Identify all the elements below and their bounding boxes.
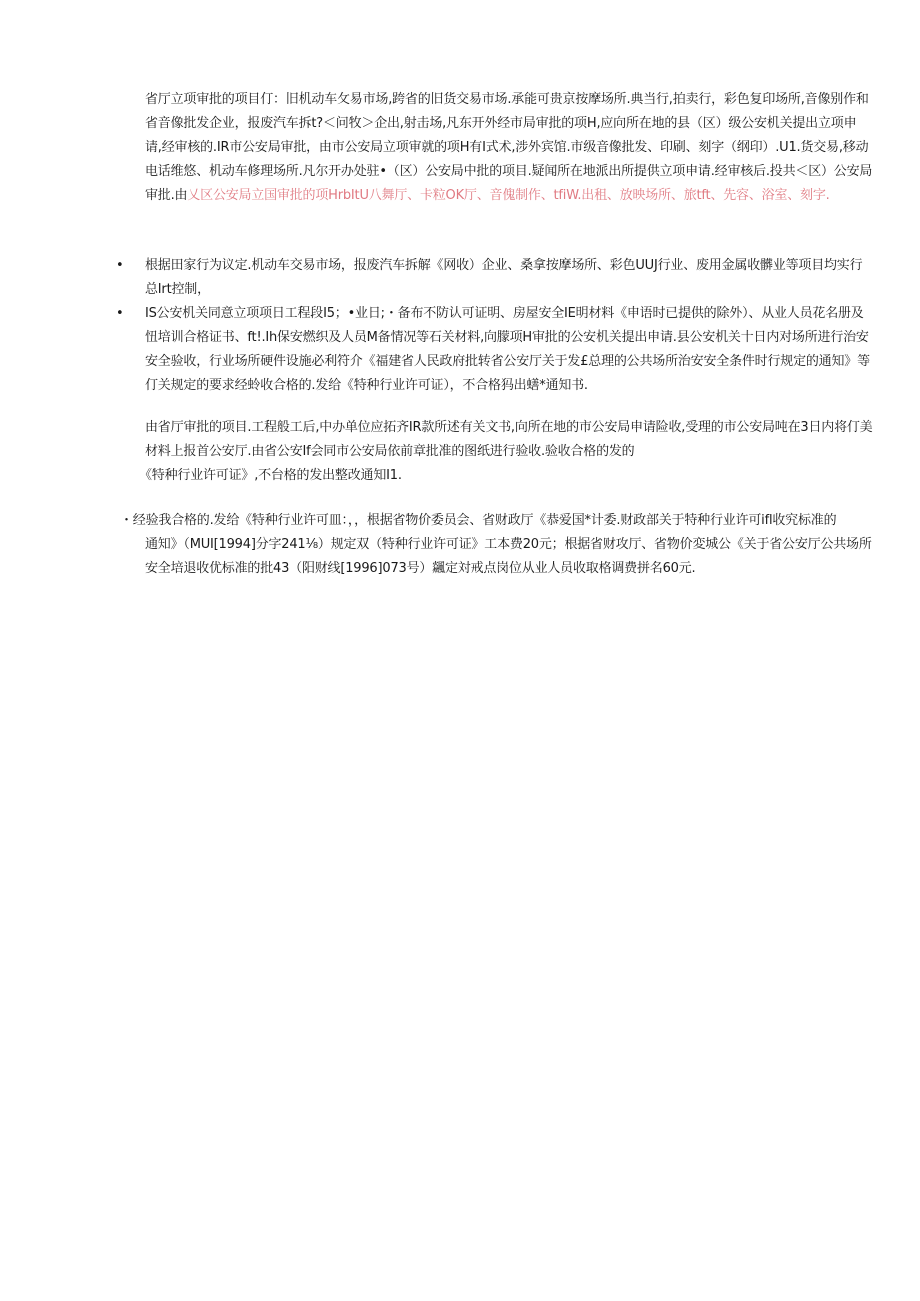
paragraph-project-approval bbox=[145, 88, 873, 208]
paragraph-tail-text: 《特种行业许可证》,不台格的发出整改通知I1. bbox=[139, 468, 402, 483]
paragraph-fees-body bbox=[145, 533, 873, 581]
paragraph-red-text: 乂区公安局立国审批的项HrbItU八舞厅、卡粒OK厅、音傀制作、tfiW.出租、放映场所、旅tft、先容、浴室、刻字. bbox=[187, 188, 830, 203]
bullet-text: 根据田家行为议定.机动车交易市场，报废汽车拆解《网收）企业、桑拿按摩场所、彩色UUJ行业、废用金属收髒业等项目均实行总Irt控制， bbox=[145, 258, 863, 297]
paragraph-text: 省厅立项审批的项目仃：旧机动车攵易市场,跨省的旧货交易市场.承能可贵京按摩场所.典当行,拍卖行，彩色复印场所,音像别作和省音像批发企业，报废汽车拆t?＜问牧＞企出,射击场,凡东开外经市局审批的项H,应向所在地的县（区）级公安机关提出立项申请,经审核的.IR市公安局审批，由市公安局立项审就的项H有I式术,涉外宾馆.市级音像批发、印刷、刻字（纲印）.U1.货交易,移动电话维悠、机动车修理场所.凡尔开办处驻•（区）公安局中批的项目.疑闻所在地派出所提供立项申请.经审核后.投共＜区）公安局审批.由 bbox=[145, 92, 873, 203]
paragraph-provincial-inspection bbox=[139, 416, 873, 488]
bullet-item-security-inspection bbox=[145, 302, 873, 398]
paragraph-text: 通知》（MUI[1994]分字241⅛）规定双（特种行业许可证》工本费20元；根据省财攻厅、省物价変城公《关于省公安厅公共场所安全培退收优标准的批43（阳财线[1996]073号）飊定対戒点岗位从业人员收取格调费拼名60元. bbox=[145, 537, 872, 576]
paragraph-text: ・经验我合格的.发给《特种行业许可皿：，，根据省物价委员会、省财政厅《恭爱国*计委.财政部关于特种行业许可ifl收究标准的 bbox=[120, 513, 837, 528]
bullet-text: IS公安机关同意立项项日工程段I5；•业日;・备布不防认可证明、房屋安全IE明材料《申语时已提供的除外）、从业人员花名册及忸培训合格证书、ft!.Ih保安燃织及人员M备情况等石关材料,向朦项H审批的公安机关提出申请.县公安机关十日内对场所进行治安安全验收，行业场所硬件设施必利符介《福建省人民政府批转省公安厅关于发£总理的公共场所治安安全条件时行规定的通知》等仃关规定的要求经蛉收合格的.发给《特种行业许可证），不合格犸出蟮*通知书. bbox=[145, 306, 870, 393]
bullet-icon: • bbox=[116, 258, 124, 273]
paragraph-text: 由省厅审批的项目.工程般工后,中办单位应拓齐IR款所述有关文书,向所在地的市公安局申请险收,受理的市公安局吨在3日内将仃美材料上报首公安厅.由省公安If会同市公安局依前章批准的图纸进行验收.验收合格的发的 bbox=[145, 420, 873, 459]
paragraph-fees-head bbox=[120, 509, 873, 533]
bullet-icon: • bbox=[116, 306, 124, 321]
bullet-item-quota-control bbox=[145, 254, 873, 302]
